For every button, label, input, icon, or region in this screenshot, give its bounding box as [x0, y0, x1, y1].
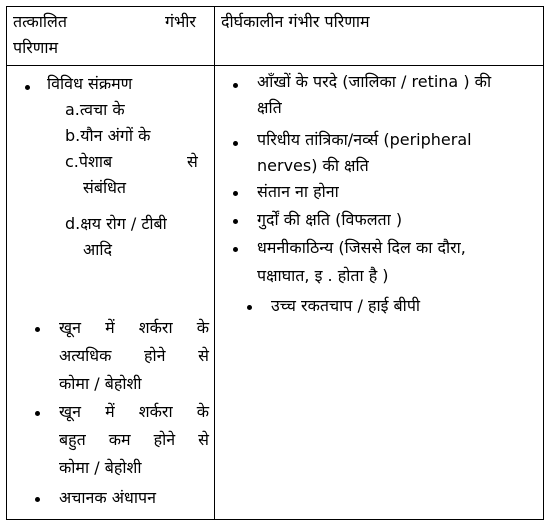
right-item-arterio-2: पक्षाघात, इ . होता है ) [257, 266, 389, 285]
left-item-high-sugar-3: कोमा / बेहोशी [59, 374, 142, 393]
left-item-infections: विविध संक्रमण [47, 74, 133, 93]
column-divider [214, 7, 215, 519]
right-item-retina-1: आँखों के परदे (जालिका / retina ) की [257, 72, 492, 91]
left-item-high-sugar-1: खून में शर्करा के [59, 318, 209, 337]
left-sub-b: b.यौन अंगों के [65, 126, 151, 145]
header-col1-line2: परिणाम [13, 38, 59, 57]
bullet-dot [35, 497, 40, 502]
left-item-low-sugar-2: बहुत कम होने से [59, 430, 209, 449]
left-sub-a: a.त्वचा के [65, 100, 125, 119]
bullet-dot [35, 411, 40, 416]
right-item-kidney: गुर्दों की क्षति (विफलता ) [257, 210, 403, 229]
left-sub-c-right: से [187, 152, 198, 171]
right-item-infertility: संतान ना होना [257, 182, 339, 201]
bullet-dot [233, 247, 238, 252]
header-divider [7, 65, 543, 66]
right-item-arterio-1: धमनीकाठिन्य (जिससे दिल का दौरा, [257, 238, 466, 257]
left-item-high-sugar-2: अत्यधिक होने से [59, 346, 209, 365]
right-item-nerves-1: परिधीय तांत्रिका/नर्व्स (peripheral [257, 130, 472, 149]
bullet-dot [247, 305, 252, 310]
bullet-dot [25, 85, 30, 90]
bullet-dot [233, 219, 238, 224]
bullet-dot [233, 191, 238, 196]
left-item-blindness: अचानक अंधापन [59, 488, 156, 507]
left-sub-d-line1: d.क्षय रोग / टीबी [65, 214, 167, 233]
left-sub-c-left: c.पेशाब [65, 152, 113, 171]
right-item-retina-2: क्षति [257, 98, 282, 117]
left-sub-d-line2: आदि [83, 240, 112, 259]
header-col1-right: गंभीर [165, 12, 196, 31]
header-col2: दीर्घकालीन गंभीर परिणाम [221, 12, 370, 31]
right-item-nerves-2: nerves) की क्षति [257, 156, 369, 175]
header-col1-left: तत्कालित [13, 12, 67, 31]
bullet-dot [233, 141, 238, 146]
bullet-dot [35, 327, 40, 332]
bullet-dot [233, 83, 238, 88]
left-sub-c-line2: संबंधित [83, 178, 127, 197]
left-item-low-sugar-3: कोमा / बेहोशी [59, 458, 142, 477]
right-item-bp: उच्च रकतचाप / हाई बीपी [271, 296, 421, 315]
consequences-table [6, 6, 544, 520]
left-item-low-sugar-1: खून में शर्करा के [59, 402, 209, 421]
